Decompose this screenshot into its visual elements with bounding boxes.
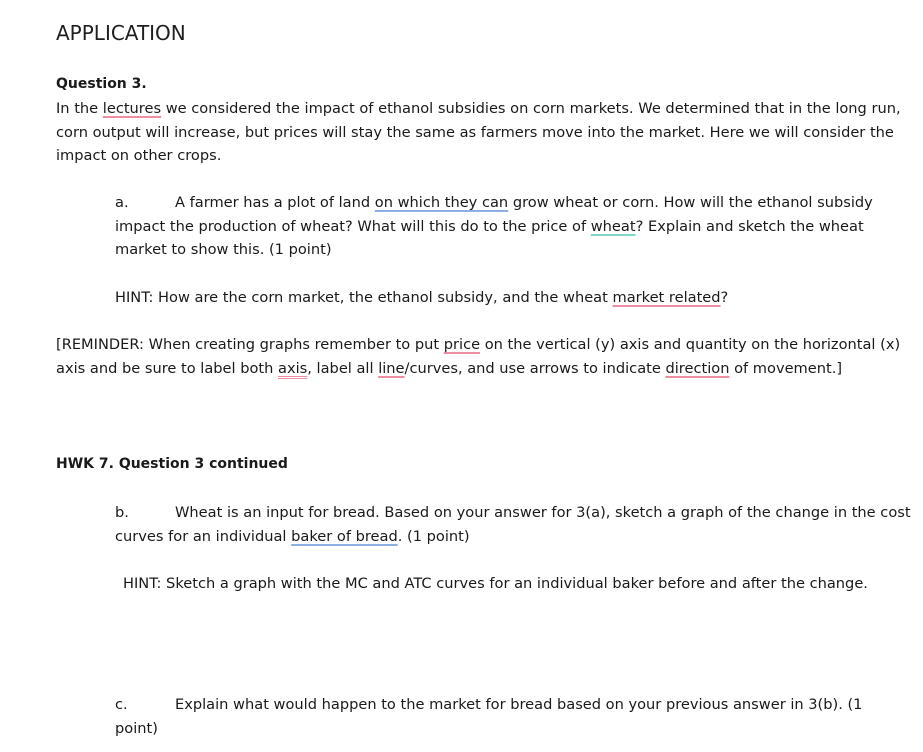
graph-reminder: [REMINDER: When creating graphs remember to put price on the vertical (y) axis and quantity on the horizontal (x) axis and be sure to label both axis, label all line/curves, and use arrows to indicate direction of movement.] [56, 336, 901, 377]
spellcheck-word[interactable]: lectures [102, 100, 162, 117]
grammar-suggestion[interactable]: baker of bread [291, 527, 398, 545]
spellcheck-word[interactable]: market related [612, 289, 721, 306]
item-label-a: a. [115, 194, 129, 211]
question-3a-hint: HINT: How are the corn market, the ethanol subsidy, and the wheat market related? [115, 289, 729, 306]
grammar-suggestion[interactable]: on which they can [374, 194, 509, 211]
question-3-intro: In the lectures we considered the impact of ethanol subsidies on corn markets. We determined that in the long run, corn output will increase, but prices will stay the same as farmers move into the market. Here we will consider the impact on other crops. [56, 100, 901, 164]
question-3c: c. Explain what would happen to the market for bread based on your previous answer in 3(b). (1 point) [115, 693, 862, 740]
item-label-c: c. [115, 696, 128, 713]
question-3b: b. Wheat is an input for bread. Based on your answer for 3(a), sketch a graph of the change in the cost curves for an individual baker of bread. (1 point) [115, 501, 911, 548]
page-heading: APPLICATION [56, 21, 186, 45]
question-3a: a. A farmer has a plot of land on which they can grow wheat or corn. How will the ethanol subsidy impact the production of wheat? What will this do to the price of wheat? Explain and sketch the wheat market to show this. (1 point) [115, 191, 873, 262]
item-label-b: b. [115, 504, 129, 521]
question-3-title: Question 3. [56, 76, 147, 92]
spellcheck-word[interactable]: axis [278, 359, 308, 377]
spellcheck-word[interactable]: price [443, 336, 481, 353]
question-3b-hint: HINT: Sketch a graph with the MC and ATC curves for an individual baker before and after the change. [123, 575, 868, 592]
spellcheck-word[interactable]: wheat [590, 217, 636, 235]
hwk-section-title: HWK 7. Question 3 continued [56, 456, 288, 472]
spellcheck-word[interactable]: line [378, 359, 405, 377]
spellcheck-word[interactable]: direction [665, 359, 730, 377]
